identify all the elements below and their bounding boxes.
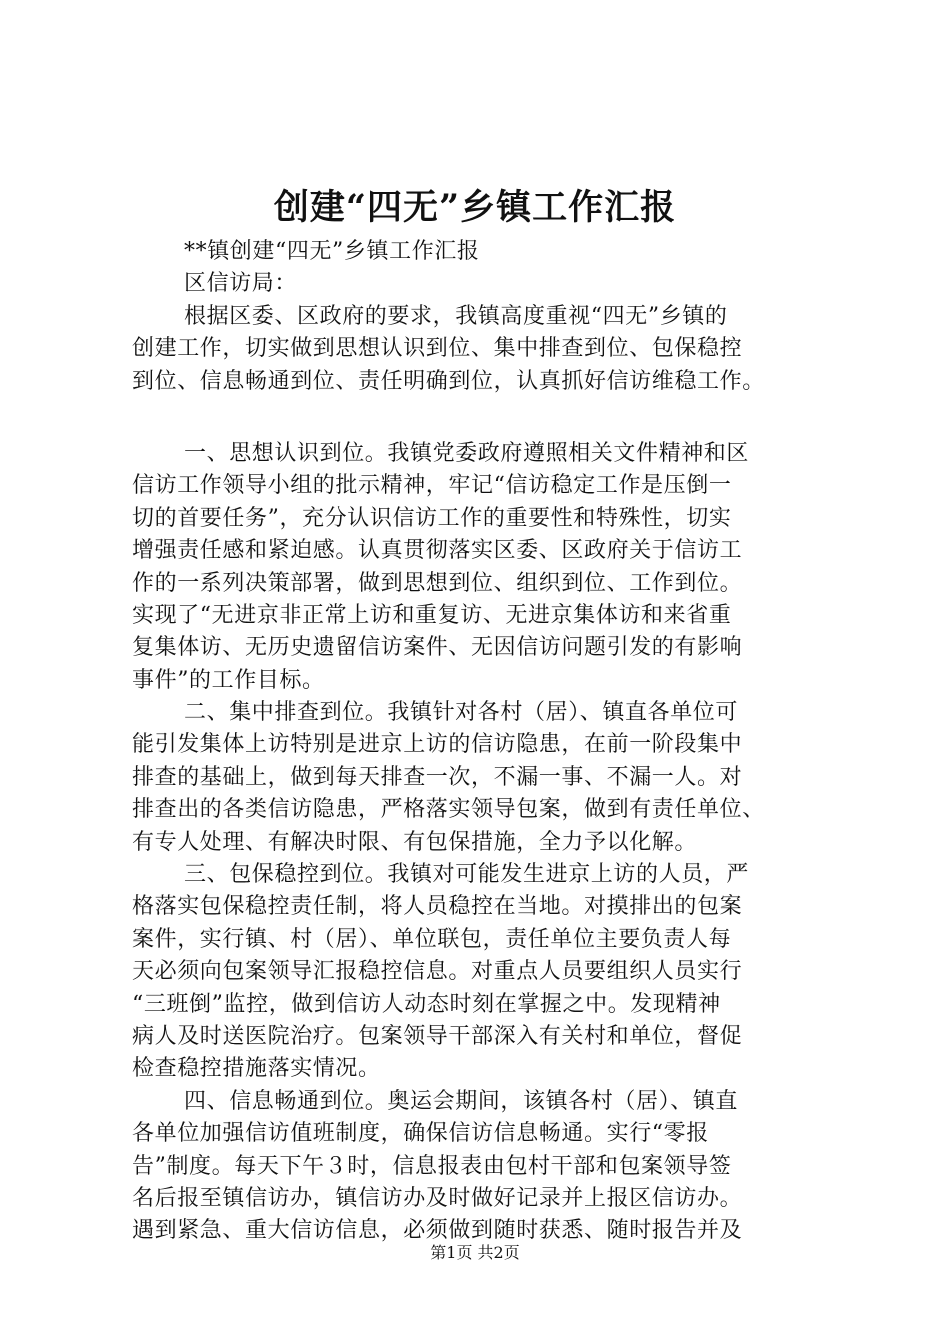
paragraph-line: 一、思想认识到位。我镇党委政府遵照相关文件精神和区 [184,440,750,466]
section-3-paragraph [132,859,832,1086]
paragraph-line: 二、集中排查到位。我镇针对各村（居）、镇直各单位可 [184,700,739,726]
paragraph-gap [132,398,832,438]
paragraph-line: 告”制度。每天下午３时，信息报表由包村干部和包案领导签 [132,1153,732,1179]
paragraph-line: 有专人处理、有解决时限、有包保措施，全力予以化解。 [132,829,698,855]
paragraph-line: 排查的基础上，做到每天排查一次，不漏一事、不漏一人。对 [132,764,743,790]
paragraph-line: 各单位加强信访值班制度，确保信访信息畅通。实行“零报 [132,1121,709,1147]
paragraph-line: 名后报至镇信访办，镇信访办及时做好记录并上报区信访办。 [132,1185,743,1211]
section-4-paragraph [132,1086,832,1248]
document-body [132,236,832,1248]
paragraph-line: 案件，实行镇、村（居）、单位联包，责任单位主要负责人每 [132,926,732,952]
paragraph-line: 排查出的各类信访隐患，严格落实领导包案，做到有责任单位、 [132,797,765,823]
paragraph-line: 格落实包保稳控责任制，将人员稳控在当地。对摸排出的包案 [132,894,743,920]
section-2-paragraph [132,697,832,859]
page-footer: 第1页 共2页 [430,1243,520,1262]
paragraph-line: 天必须向包案领导汇报稳控信息。对重点人员要组织人员实行 [132,959,743,985]
paragraph-line: 增强责任感和紧迫感。认真贯彻落实区委、区政府关于信访工 [132,538,743,564]
paragraph-line: 事件”的工作目标。 [132,667,325,693]
paragraph-line: 能引发集体上访特别是进京上访的信访隐患，在前一阶段集中 [132,732,743,758]
paragraph-line: 切的首要任务”，充分认识信访工作的重要性和特殊性，切实 [132,505,732,531]
paragraph-line: 病人及时送医院治疗。包案领导干部深入有关村和单位，督促 [132,1023,743,1049]
paragraph-line: 到位、信息畅通到位、责任明确到位，认真抓好信访维稳工作。 [132,368,765,394]
paragraph-line: 根据区委、区政府的要求，我镇高度重视“四无”乡镇的 [184,303,728,329]
paragraph-line: 四、信息畅通到位。奥运会期间，该镇各村（居）、镇直 [184,1088,739,1114]
paragraph-line: 信访工作领导小组的批示精神，牢记“信访稳定工作是压倒一 [132,473,732,499]
paragraph-line: 复集体访、无历史遗留信访案件、无因信访问题引发的有影响 [132,635,743,661]
paragraph-line: 遇到紧急、重大信访信息，必须做到随时获悉、随时报告并及 [132,1218,743,1244]
salutation: 区信访局： [184,271,298,297]
intro-paragraph [132,301,832,398]
document-title: 创建“四无”乡镇工作汇报 [273,187,677,228]
document-subtitle: **镇创建“四无”乡镇工作汇报 [184,239,480,264]
paragraph-line: 检查稳控措施落实情况。 [132,1056,381,1082]
paragraph-line: 创建工作，切实做到思想认识到位、集中排查到位、包保稳控 [132,336,743,362]
paragraph-line: 作的一系列决策部署，做到思想到位、组织到位、工作到位。 [132,570,743,596]
paragraph-line: 实现了“无进京非正常上访和重复访、无进京集体访和来省重 [132,602,732,628]
paragraph-line: “三班倒”监控，做到信访人动态时刻在掌握之中。发现精神 [132,991,721,1017]
section-1-paragraph [132,438,832,697]
paragraph-line: 三、包保稳控到位。我镇对可能发生进京上访的人员，严 [184,862,750,888]
